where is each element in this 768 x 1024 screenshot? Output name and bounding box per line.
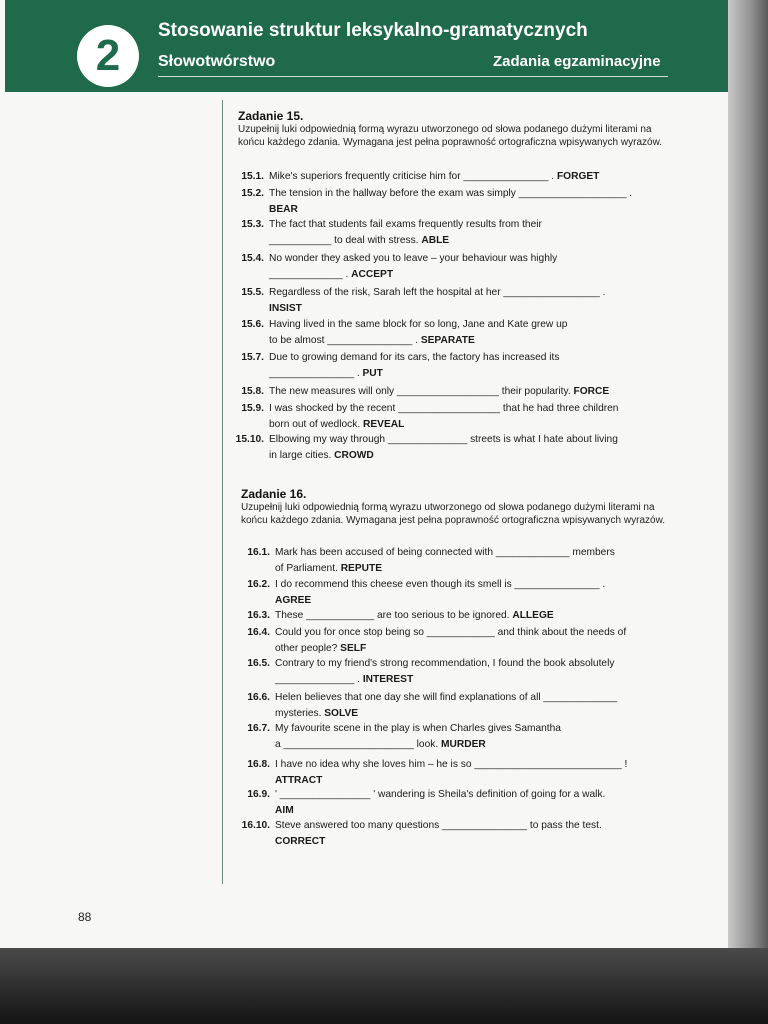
item-line1: The fact that students fail exams frequently results from their [269,219,542,230]
item-number: 15.8. [241,386,264,397]
item-number: 15.2. [241,188,264,199]
page-number: 88 [78,910,92,924]
item-line2: ______________ . [275,674,360,685]
item-line2: ___________ to deal with stress. [269,235,419,246]
item-text [275,818,667,850]
item-keyword: REVEAL [363,419,405,430]
task16-instruction: Uzupełnij luki odpowiednią formą wyrazu utworzonego od słowa podanego dużymi literami na końcu każdego zdania. Wymagana jest pełna poprawność ortograficzna wpisywanych wyrazów. [241,502,666,526]
item-text [269,317,661,349]
task15-instruction: Uzupełnij luki odpowiednią formą wyrazu utworzonego od słowa podanego dużymi literami na końcu każdego zdania. Wymagana jest pełna poprawność ortograficzna wpisywanych wyrazów. [238,124,663,148]
margin-rule [222,100,223,884]
item-text [275,545,667,577]
item-line2: _____________ . [269,269,349,280]
item-number: 16.3. [247,610,270,621]
item-keyword: FORCE [573,386,610,397]
item-line1: Steve answered too many questions _______________ to pass the test. [275,820,602,831]
item-text [269,285,661,317]
item-text [269,384,661,400]
page-spine-shadow [728,0,768,950]
item-line2: _______________ . [269,368,360,379]
item-line1: These ____________ are too serious to be ignored. [275,610,510,621]
item-number: 15.4. [241,253,264,264]
item-number: 15.10. [235,434,264,445]
item-line2: born out of wedlock. [269,419,361,430]
item-line1: No wonder they asked you to leave – your behaviour was highly [269,253,558,264]
item-line2: a _______________________ look. [275,739,439,750]
item-line1: Having lived in the same block for so long, Jane and Kate grew up [269,319,568,330]
item-text [275,608,667,624]
item-number: 16.8. [247,759,270,770]
item-number: 15.1. [241,171,264,182]
item-text [275,625,667,657]
item-line2: in large cities. [269,450,332,461]
item-keyword: SEPARATE [420,335,475,346]
item-number: 15.3. [241,219,264,230]
item-line1: I have no idea why she loves him – he is so __________________________ ! [275,759,628,770]
item-number: 16.2. [247,579,270,590]
task15-title: Zadanie 15. [238,109,304,123]
item-number: 16.5. [247,658,270,669]
item-number: 16.10. [241,820,270,831]
item-line1: The tension in the hallway before the exam was simply ___________________ . [269,188,633,199]
item-keyword: AIM [275,805,294,816]
item-line1: Mike's superiors frequently criticise him for _______________ . [269,171,555,182]
item-line2: of Parliament. [275,563,338,574]
item-keyword: SELF [340,643,367,654]
header-divider [158,76,668,77]
item-keyword: REPUTE [340,563,383,574]
item-keyword: INSIST [269,303,302,314]
item-text [275,690,667,722]
item-line1: ' ________________ ' wandering is Sheila's definition of going for a walk. [275,789,606,800]
chapter-number-badge: 2 [77,25,139,87]
item-line2: other people? [275,643,338,654]
item-number: 16.7. [247,723,270,734]
item-number: 15.5. [241,287,264,298]
item-line2: to be almost _______________ . [269,335,418,346]
item-keyword: ALLEGE [512,610,554,621]
item-keyword: ACCEPT [351,269,394,280]
item-text [269,350,661,382]
item-text [269,217,661,249]
item-number: 15.9. [241,403,264,414]
chapter-title: Stosowanie struktur leksykalno-gramatycznych [158,20,588,41]
item-keyword: ATTRACT [275,775,323,786]
scan-bottom-edge [0,948,768,1024]
item-line1: Regardless of the risk, Sarah left the hospital at her _________________ . [269,287,606,298]
item-number: 15.6. [241,319,264,330]
item-keyword: MURDER [441,739,486,750]
item-line2: mysteries. [275,708,322,719]
item-number: 16.6. [247,692,270,703]
task16-title: Zadanie 16. [241,487,307,501]
section-label: Zadania egzaminacyjne [493,53,661,70]
item-keyword: FORGET [556,171,600,182]
item-keyword: AGREE [275,595,312,606]
section-subtitle: Słowotwórstwo [158,53,276,70]
item-text [275,721,667,753]
item-text [269,432,661,464]
item-keyword: BEAR [269,204,298,215]
item-keyword: INTEREST [362,674,414,685]
item-keyword: CROWD [334,450,374,461]
item-line1: Due to growing demand for its cars, the factory has increased its [269,352,560,363]
item-text [275,757,667,789]
item-line1: Mark has been accused of being connected with _____________ members [275,547,615,558]
item-line1: Elbowing my way through ______________ streets is what I hate about living [269,434,618,445]
item-number: 16.9. [247,789,270,800]
item-text [269,186,661,218]
item-line1: The new measures will only __________________ their popularity. [269,386,571,397]
item-text [275,656,667,688]
item-text [275,577,667,609]
item-line1: Helen believes that one day she will find explanations of all _____________ [275,692,618,703]
item-text [269,251,661,283]
item-line1: My favourite scene in the play is when Charles gives Samantha [275,723,561,734]
item-line1: I do recommend this cheese even though its smell is _______________ . [275,579,606,590]
item-line1: I was shocked by the recent __________________ that he had three children [269,403,619,414]
item-number: 15.7. [241,352,264,363]
item-number: 16.4. [247,627,270,638]
item-text [269,401,661,433]
item-text [275,787,667,819]
item-line1: Contrary to my friend's strong recommendation, I found the book absolutely [275,658,615,669]
item-number: 16.1. [247,547,270,558]
item-keyword: PUT [362,368,383,379]
item-text [269,169,661,185]
item-keyword: SOLVE [324,708,359,719]
item-line1: Could you for once stop being so ____________ and think about the needs of [275,627,627,638]
item-keyword: ABLE [421,235,450,246]
item-keyword: CORRECT [275,836,326,847]
chapter-header [5,0,728,92]
